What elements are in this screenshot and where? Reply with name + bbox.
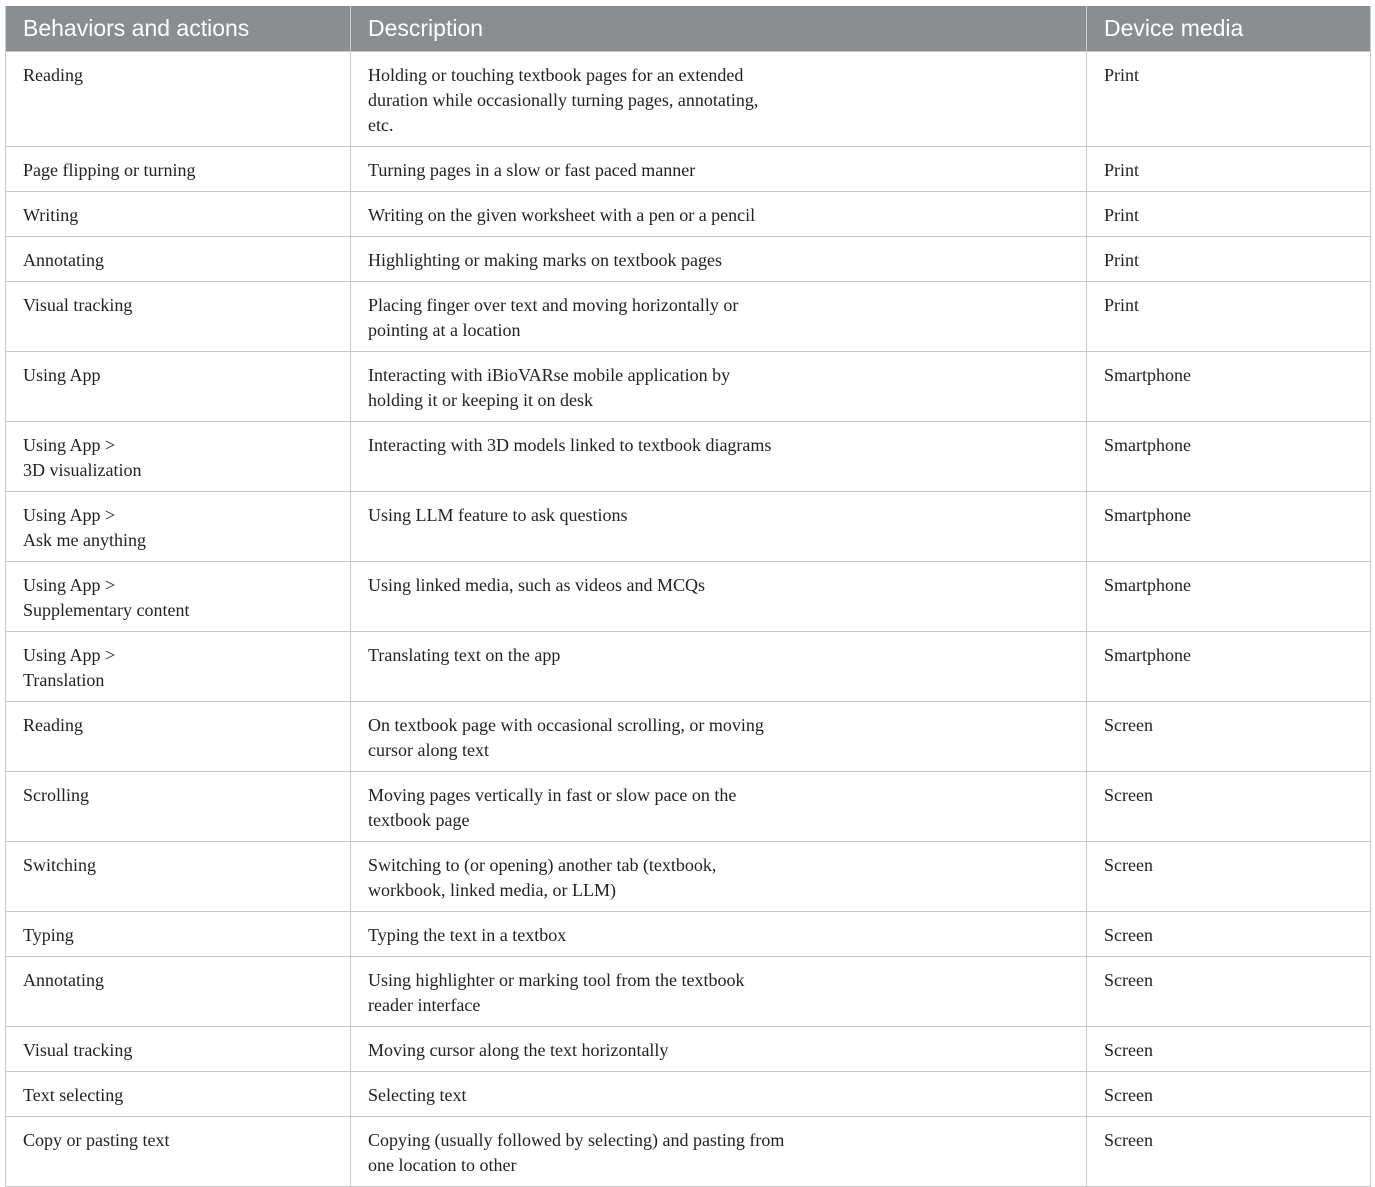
description-cell: [351, 236, 1087, 281]
description-cell: [351, 1071, 1087, 1116]
media-cell: Screen: [1087, 771, 1371, 841]
behavior-label: Page flipping or turning: [23, 159, 196, 180]
behavior-label: Visual tracking: [23, 294, 133, 315]
table-row: [6, 51, 1371, 146]
description-text: Writing on the given worksheet with a pen or a pencil: [368, 204, 756, 225]
table-row: [6, 351, 1371, 421]
behavior-cell: [6, 956, 351, 1026]
media-cell: Smartphone: [1087, 561, 1371, 631]
behavior-label: Visual tracking: [23, 1039, 133, 1060]
behavior-cell: [6, 51, 351, 146]
table-row: [6, 421, 1371, 491]
behavior-cell: [6, 841, 351, 911]
behavior-label: Using App: [23, 364, 101, 385]
description-text: Placing finger over text and moving horizontally or pointing at a location: [368, 294, 739, 340]
description-text: Interacting with iBioVARse mobile application by holding it or keeping it on desk: [368, 364, 731, 410]
description-text: Highlighting or making marks on textbook pages: [368, 249, 722, 270]
description-cell: [351, 491, 1087, 561]
description-cell: [351, 1026, 1087, 1071]
media-cell: Screen: [1087, 701, 1371, 771]
description-text: Using highlighter or marking tool from the textbook reader interface: [368, 969, 745, 1015]
behavior-cell: [6, 146, 351, 191]
behavior-cell: [6, 281, 351, 351]
table-row: [6, 491, 1371, 561]
description-cell: [351, 841, 1087, 911]
behavior-label: Text selecting: [23, 1084, 124, 1105]
description-text: Using linked media, such as videos and MCQs: [368, 574, 705, 595]
table-row: [6, 701, 1371, 771]
media-cell: Smartphone: [1087, 491, 1371, 561]
behavior-cell: [6, 771, 351, 841]
description-text: Moving pages vertically in fast or slow pace on the textbook page: [368, 784, 737, 830]
media-cell: Screen: [1087, 956, 1371, 1026]
description-text: Interacting with 3D models linked to textbook diagrams: [368, 434, 772, 455]
media-cell: Print: [1087, 281, 1371, 351]
description-text: Switching to (or opening) another tab (textbook, workbook, linked media, or LLM): [368, 854, 717, 900]
header-description: Description: [351, 6, 1087, 51]
behavior-sublabel: Supplementary content: [23, 599, 190, 620]
behaviors-table: [5, 6, 1371, 1187]
behavior-cell: [6, 911, 351, 956]
behavior-sublabel: Translation: [23, 669, 105, 690]
description-cell: [351, 281, 1087, 351]
table-row: [6, 771, 1371, 841]
behavior-sublabel: Ask me anything: [23, 529, 146, 550]
behavior-label: Annotating: [23, 249, 104, 270]
media-cell: Screen: [1087, 911, 1371, 956]
media-cell: Screen: [1087, 1071, 1371, 1116]
behavior-label: Switching: [23, 854, 97, 875]
media-cell: Smartphone: [1087, 421, 1371, 491]
behavior-cell: [6, 701, 351, 771]
description-text: Translating text on the app: [368, 644, 561, 665]
media-cell: Print: [1087, 146, 1371, 191]
description-cell: [351, 771, 1087, 841]
header-behaviors: Behaviors and actions: [6, 6, 351, 51]
table-row: [6, 631, 1371, 701]
description-cell: [351, 631, 1087, 701]
media-cell: Smartphone: [1087, 631, 1371, 701]
media-cell: Print: [1087, 191, 1371, 236]
table-row: [6, 561, 1371, 631]
table-row: [6, 191, 1371, 236]
description-text: Moving cursor along the text horizontally: [368, 1039, 669, 1060]
description-cell: [351, 1116, 1087, 1186]
media-cell: Smartphone: [1087, 351, 1371, 421]
media-cell: Print: [1087, 236, 1371, 281]
table-row: [6, 911, 1371, 956]
behavior-cell: [6, 351, 351, 421]
table-row: [6, 1116, 1371, 1186]
header-device-media: Device media: [1087, 6, 1371, 51]
behavior-cell: [6, 236, 351, 281]
behavior-label: Copy or pasting text: [23, 1129, 170, 1150]
behavior-cell: [6, 491, 351, 561]
behavior-sublabel: 3D visualization: [23, 459, 142, 480]
description-text: On textbook page with occasional scrolling, or moving cursor along text: [368, 714, 764, 760]
table-row: [6, 146, 1371, 191]
table-row: [6, 1071, 1371, 1116]
media-cell: Print: [1087, 51, 1371, 146]
description-text: Copying (usually followed by selecting) and pasting from one location to other: [368, 1129, 785, 1175]
media-cell: Screen: [1087, 1026, 1371, 1071]
behavior-cell: [6, 561, 351, 631]
table-row: [6, 236, 1371, 281]
table-row: [6, 841, 1371, 911]
behavior-label: Typing: [23, 924, 74, 945]
media-cell: Screen: [1087, 841, 1371, 911]
behavior-label: Using App >: [23, 574, 116, 595]
behavior-label: Writing: [23, 204, 79, 225]
table-row: [6, 1026, 1371, 1071]
description-text: Typing the text in a textbox: [368, 924, 567, 945]
description-text: Selecting text: [368, 1084, 467, 1105]
description-text: Holding or touching textbook pages for an extended duration while occasionally turning pages, annotating, etc.: [368, 64, 759, 135]
table-header-row: [6, 6, 1371, 51]
description-cell: [351, 911, 1087, 956]
description-cell: [351, 421, 1087, 491]
behavior-cell: [6, 1071, 351, 1116]
description-cell: [351, 561, 1087, 631]
description-cell: [351, 956, 1087, 1026]
behavior-cell: [6, 191, 351, 236]
behavior-cell: [6, 1116, 351, 1186]
description-cell: [351, 351, 1087, 421]
behavior-cell: [6, 1026, 351, 1071]
behavior-cell: [6, 631, 351, 701]
description-cell: [351, 51, 1087, 146]
description-text: Turning pages in a slow or fast paced manner: [368, 159, 696, 180]
behavior-label: Reading: [23, 714, 83, 735]
behavior-label: Annotating: [23, 969, 104, 990]
description-cell: [351, 191, 1087, 236]
behavior-label: Reading: [23, 64, 83, 85]
behavior-label: Using App >: [23, 644, 116, 665]
behavior-label: Using App >: [23, 434, 116, 455]
behavior-cell: [6, 421, 351, 491]
description-cell: [351, 701, 1087, 771]
media-cell: Screen: [1087, 1116, 1371, 1186]
description-text: Using LLM feature to ask questions: [368, 504, 628, 525]
behavior-label: Using App >: [23, 504, 116, 525]
table-row: [6, 956, 1371, 1026]
table-row: [6, 281, 1371, 351]
behavior-label: Scrolling: [23, 784, 89, 805]
description-cell: [351, 146, 1087, 191]
